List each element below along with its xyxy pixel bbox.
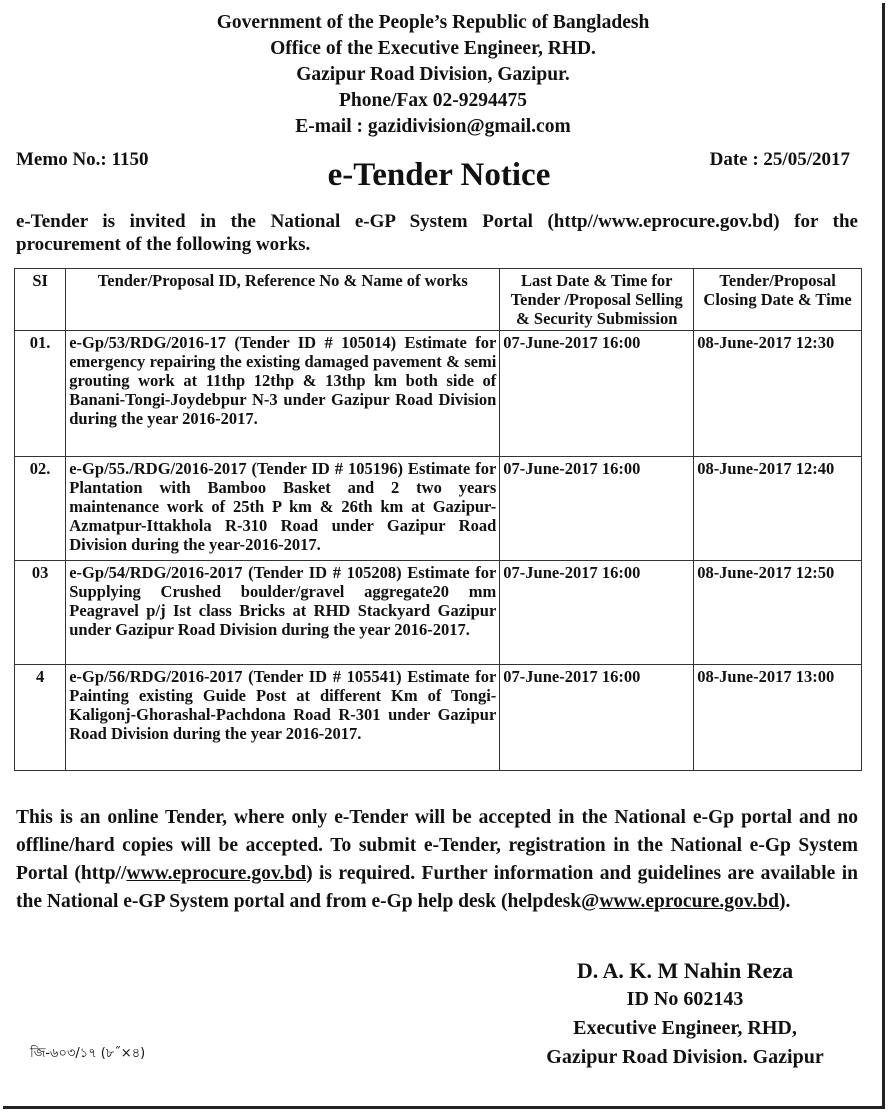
row-closing-date: 08-June-2017 12:30 bbox=[694, 331, 862, 457]
header-phone: Phone/Fax 02-9294475 bbox=[339, 90, 527, 111]
row-works: e-Gp/53/RDG/2016-17 (Tender ID # 105014) Estimate for emergency repairing the existing damaged pavement & semi grouting work at 11thp 12thp & 13thp km both side of Banani-Tongi-Joydebpur N-3 under Gazipur Road Division during the year 2016-2017. bbox=[66, 331, 500, 457]
row-works: e-Gp/55./RDG/2016-2017 (Tender ID # 105196) Estimate for Plantation with Bamboo Basket and 2 two years maintenance work of 25th P km & 26th km at Gazipur-Azmatpur-Ittakhola R-310 Road under Gazipur Road Division during the year-2016-2017. bbox=[66, 457, 500, 561]
table-header-row bbox=[15, 269, 862, 331]
header-last-date: Last Date & Time for Tender /Proposal Selling & Security Submission bbox=[500, 269, 694, 331]
table-row bbox=[15, 665, 862, 771]
row-closing-date: 08-June-2017 12:50 bbox=[694, 561, 862, 665]
table-row bbox=[15, 561, 862, 665]
row-works: e-Gp/56/RDG/2016-2017 (Tender ID # 105541) Estimate for Painting existing Guide Post at different Km of Tongi-Kaligonj-Ghorashal-Pachdona Road R-301 under Gazipur Road Division during the year 2016-2017. bbox=[66, 665, 500, 771]
signatory-id: ID No 602143 bbox=[626, 988, 744, 1010]
row-sl: 02. bbox=[15, 457, 66, 561]
row-works: e-Gp/54/RDG/2016-2017 (Tender ID # 105208) Estimate for Supplying Crushed boulder/gravel aggregate20 mm Peagravel p/j Ist class Bricks at RHD Stackyard Gazipur under Gazipur Road Division during the year 2016-2017. bbox=[66, 561, 500, 665]
signature-block bbox=[520, 956, 850, 1072]
memo-number: Memo No.: 1150 bbox=[16, 149, 149, 170]
row-last-date: 07-June-2017 16:00 bbox=[500, 331, 694, 457]
instructions-text-3: ). bbox=[778, 891, 791, 912]
table-row bbox=[15, 457, 862, 561]
signatory-office: Gazipur Road Division. Gazipur bbox=[546, 1046, 824, 1068]
letterhead bbox=[0, 10, 866, 140]
signatory-designation: Executive Engineer, RHD, bbox=[573, 1017, 797, 1039]
tender-table bbox=[14, 268, 862, 771]
row-last-date: 07-June-2017 16:00 bbox=[500, 457, 694, 561]
header-government: Government of the People’s Republic of Bangladesh bbox=[216, 12, 650, 33]
signatory-name: D. A. K. M Nahin Reza bbox=[576, 958, 794, 983]
instructions-paragraph bbox=[16, 804, 858, 916]
header-works: Tender/Proposal ID, Reference No & Name of works bbox=[66, 269, 500, 331]
instructions-text-2: ) is required. Further information and guidelines are available in the National e-GP System portal and from e-Gp help desk (helpdesk@ bbox=[16, 863, 859, 912]
helpdesk-link[interactable]: www.eprocure.gov.bd bbox=[599, 891, 779, 912]
header-email: E-mail : gazidivision@gmail.com bbox=[295, 116, 571, 137]
row-sl: 03 bbox=[15, 561, 66, 665]
page-title: e-Tender Notice bbox=[327, 157, 551, 193]
print-reference: জি-৬০৩/১৭ (৮˝×৪) bbox=[30, 1046, 146, 1061]
notice-date: Date : 25/05/2017 bbox=[709, 149, 850, 170]
eprocure-link[interactable]: www.eprocure.gov.bd bbox=[126, 863, 307, 884]
header-office: Office of the Executive Engineer, RHD. bbox=[270, 38, 596, 59]
header-sl: SI bbox=[15, 269, 66, 331]
table-row bbox=[15, 331, 862, 457]
intro-paragraph: e-Tender is invited in the National e-GP System Portal (http//www.eprocure.gov.bd) for the procurement of the following works. bbox=[16, 211, 858, 255]
row-last-date: 07-June-2017 16:00 bbox=[500, 561, 694, 665]
row-closing-date: 08-June-2017 13:00 bbox=[694, 665, 862, 771]
row-sl: 01. bbox=[15, 331, 66, 457]
row-closing-date: 08-June-2017 12:40 bbox=[694, 457, 862, 561]
header-division: Gazipur Road Division, Gazipur. bbox=[296, 64, 570, 85]
row-sl: 4 bbox=[15, 665, 66, 771]
instructions-text-1: This is an online Tender, where only e-Tender will be accepted in the National e-Gp portal and no offline/hard copies will be accepted. To submit e-Tender, registration in the National e-Gp System Portal (http// bbox=[16, 807, 858, 884]
row-last-date: 07-June-2017 16:00 bbox=[500, 665, 694, 771]
header-closing-date: Tender/Proposal Closing Date & Time bbox=[694, 269, 862, 331]
